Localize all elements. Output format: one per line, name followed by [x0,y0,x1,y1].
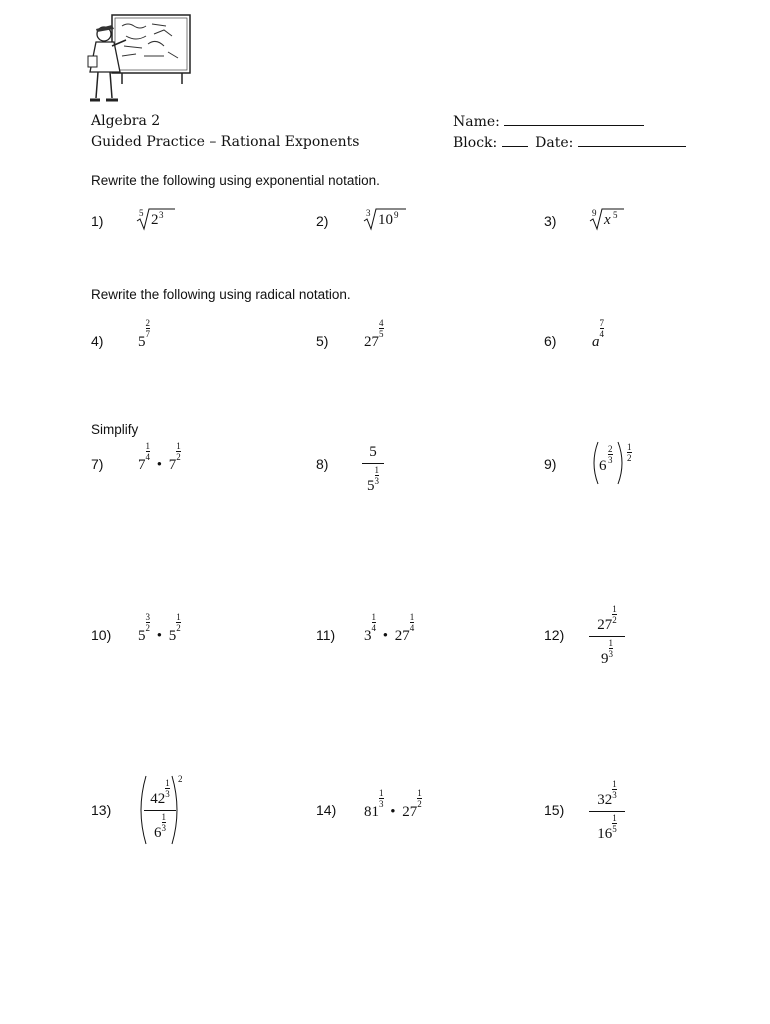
problem-number: 1) [91,213,104,229]
problem-number: 14) [316,802,337,818]
problem-number: 3) [544,213,557,229]
problem-6-expression [592,318,604,351]
radical-index: 3 [366,208,371,218]
problem-number: 10) [91,627,112,643]
name-field[interactable] [453,113,644,130]
problem-number: 4) [91,333,104,349]
fraction-bar [589,636,625,637]
problem-13-expression [138,774,188,846]
denominator: 9 $\frac{1}{3}$ [601,637,613,667]
problem-8-expression [362,444,384,495]
worksheet-subtitle: Guided Practice – Rational Exponents [91,134,360,150]
problem-9-expression: 6 2 3 1 2 [590,440,640,486]
problem-number: 15) [544,802,565,818]
problem-number: 5) [316,333,329,349]
radicand-base: 2 [151,212,159,228]
numerator: 32 $\frac{1}{3}$ [597,779,617,808]
fraction-exponent: $\frac{4}{5}$ [379,318,384,339]
problem-7-expression: 7 $\frac{1}{4}$ • 7 $\frac{1}{2}$ [138,441,181,473]
problem-5-expression [364,318,384,351]
problem-2-expression [363,206,407,232]
base: a [592,333,600,350]
problem-11-expression: 3 $\frac{1}{4}$ • 27 $\frac{1}{4}$ [364,612,415,644]
section-simplify-heading: Simplify [91,422,139,437]
problem-12-expression [589,604,625,668]
problem-15-expression [589,779,625,843]
radicand-base: x [604,212,611,228]
radicand-exponent: 5 [613,210,618,220]
numerator: 5 [369,444,377,460]
problem-number: 11) [316,627,336,643]
radical-index: 9 [592,208,597,218]
denominator: 16 $\frac{1}{5}$ [597,812,617,842]
problem-number: 12) [544,627,565,643]
block-date-field [453,134,686,151]
section-exponential-instructions: Rewrite the following using exponential notation. [91,173,380,188]
problem-4-expression [138,318,150,351]
fraction-bar [589,811,625,812]
problem-number: 7) [91,456,104,472]
fraction-bar [362,463,384,464]
problem-number: 9) [544,456,557,472]
name-blank[interactable] [504,113,644,126]
fraction-exponent: $\frac{7}{4}$ [599,318,604,339]
problem-1-expression [136,206,176,232]
problem-number: 2) [316,213,329,229]
course-title: Algebra 2 [91,113,161,129]
block-label: Block: [453,135,498,151]
radicand-exponent: 9 [394,210,399,220]
problem-number: 6) [544,333,557,349]
numerator: 27 $\frac{1}{2}$ [597,604,617,633]
fraction-exponent: $\frac{2}{7}$ [145,318,150,339]
date-blank[interactable] [578,134,686,147]
base: 5 [138,333,146,350]
radicand-exponent: 3 [159,210,164,220]
problem-14-expression: 81 $\frac{1}{3}$ • 27 $\frac{1}{2}$ [364,788,422,820]
block-blank[interactable] [502,134,528,147]
name-label: Name: [453,114,500,130]
problem-number: 8) [316,456,329,472]
date-label: Date: [535,135,574,151]
numerator: 42 $\frac{1}{3}$ [150,778,170,807]
denominator: 5 $\frac{1}{3}$ [367,465,379,494]
section-radical-instructions: Rewrite the following using radical notation. [91,287,351,302]
radical-index: 5 [139,208,144,218]
outer-exponent: 2 [178,774,183,784]
problem-3-expression [589,206,625,232]
denominator: 6 $\frac{1}{3}$ [154,811,166,841]
teacher-chalkboard-illustration [82,12,194,108]
fraction-bar [144,810,176,811]
problem-number: 13) [91,802,112,818]
radicand-base: 10 [378,212,393,228]
problem-10-expression: 5 $\frac{3}{2}$ • 5 $\frac{1}{2}$ [138,612,181,644]
base: 27 [364,333,379,350]
outer-exponent: 1 2 [627,442,632,463]
